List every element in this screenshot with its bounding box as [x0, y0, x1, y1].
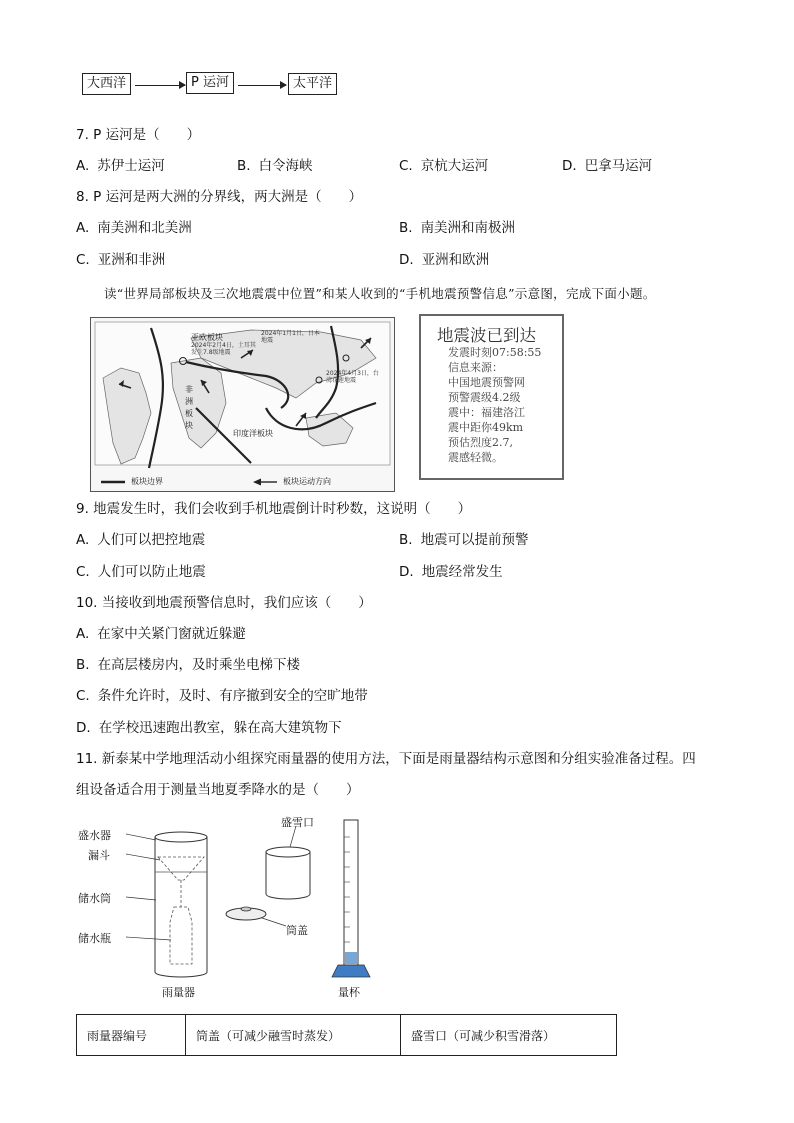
map-label-africa-3: 板 [185, 409, 193, 418]
phone-line-8: 震感轻微。 [448, 451, 503, 464]
flow-box-p-canal: P 运河 [186, 72, 234, 94]
q10-stem: 10. 当接收到地震预警信息时，我们应该（ ） [76, 595, 372, 611]
q9-option-a[interactable]: A. 人们可以把控地震 [76, 532, 206, 548]
legend-boundary-label: 板块边界 [131, 477, 163, 486]
q9-stem: 9. 地震发生时，我们会收到手机地震倒计时秒数，这说明（ ） [76, 501, 472, 517]
caption-gauge: 雨量器 [162, 986, 195, 999]
label-bottle: 储水瓶 [78, 932, 111, 945]
q8-option-a[interactable]: A. 南美洲和北美洲 [76, 220, 192, 236]
label-snow-mouth: 盛雪口 [281, 816, 314, 829]
table-cell-col3: 盛雪口（可减少积雪滑落） [401, 1015, 617, 1056]
phone-line-3: 中国地震预警网 [448, 376, 525, 389]
q10-option-a[interactable]: A. 在家中关紧门窗就近躲避 [76, 626, 246, 642]
q9-option-d[interactable]: D. 地震经常发生 [399, 564, 503, 580]
flow-box-pacific: 太平洋 [288, 73, 337, 95]
q7-option-c[interactable]: C. 京杭大运河 [399, 158, 489, 174]
legend-motion-label: 板块运动方向 [283, 477, 331, 486]
label-collector: 盛水器 [78, 829, 111, 842]
q7-stem: 7. P 运河是（ ） [76, 127, 201, 143]
map-note-2: 2024年1月1日，日本地震 [261, 330, 320, 344]
map-label-africa-1: 非 [185, 385, 193, 394]
table-cell-col1: 雨量器编号 [77, 1015, 186, 1056]
caption-cup: 量杯 [338, 986, 360, 999]
q11-stem-line-1: 11. 新泰某中学地理活动小组探究雨量器的使用方法，下面是雨量器结构示意图和分组实验准备过程。四 [76, 751, 696, 767]
phone-line-1: 发震时刻07:58:55 [448, 346, 542, 359]
table-row [77, 1015, 617, 1056]
q9-option-b[interactable]: B. 地震可以提前预警 [399, 532, 529, 548]
rain-gauge-drawing [76, 812, 396, 1002]
rain-gauge-figure [76, 812, 396, 1002]
map-label-africa-4: 块 [185, 421, 193, 430]
map-label-eurasia: 亚欧板块 [191, 333, 223, 342]
map-note-1: 2024年2月4日，土耳其发生7.8级地震 [191, 342, 256, 356]
q8-stem: 8. P 运河是两大洲的分界线，两大洲是（ ） [76, 189, 363, 205]
flow-box-atlantic: 大西洋 [82, 73, 131, 95]
q10-option-c[interactable]: C. 条件允许时，及时、有序撤到安全的空旷地带 [76, 688, 368, 704]
map-label-africa-2: 洲 [185, 397, 193, 406]
q9-option-c[interactable]: C. 人们可以防止地震 [76, 564, 206, 580]
q10-option-d[interactable]: D. 在学校迅速跑出教室，躲在高大建筑物下 [76, 720, 342, 736]
phone-line-5: 震中：福建洛江 [448, 406, 525, 419]
phone-line-2: 信息来源： [448, 361, 503, 374]
q7-option-d[interactable]: D. 巴拿马运河 [562, 158, 653, 174]
map-note-3: 2024年4月3日，台湾花莲地震 [326, 370, 379, 384]
phone-warning-title: 地震波已到达 [437, 326, 536, 345]
phone-line-6: 震中距你49km [448, 421, 524, 434]
q11-stem-line-2: 组设备适合用于测量当地夏季降水的是（ ） [76, 782, 360, 798]
q10-option-b[interactable]: B. 在高层楼房内，及时乘坐电梯下楼 [76, 657, 301, 673]
label-lid: 筒盖 [286, 924, 308, 937]
label-cylinder: 储水筒 [78, 892, 111, 905]
q8-option-b[interactable]: B. 南美洲和南极洲 [399, 220, 516, 236]
q7-option-a[interactable]: A. 苏伊士运河 [76, 158, 165, 174]
q7-option-b[interactable]: B. 白令海峡 [237, 158, 313, 174]
q8-option-c[interactable]: C. 亚洲和非洲 [76, 252, 166, 268]
plate-map [90, 317, 395, 492]
map-intro-text: 读“世界局部板块及三次地震震中位置”和某人收到的“手机地震预警信息”示意图，完成下面小题。 [104, 286, 656, 301]
q8-option-d[interactable]: D. 亚洲和欧洲 [399, 252, 490, 268]
phone-line-7: 预估烈度2.7, [448, 436, 513, 449]
phone-warning-card [419, 314, 564, 480]
map-label-indo: 印度洋板块 [233, 429, 273, 438]
table-cell-col2: 筒盖（可减少融雪时蒸发） [186, 1015, 401, 1056]
phone-line-4: 预警震级4.2级 [448, 391, 521, 404]
gauge-table [76, 1014, 617, 1056]
label-funnel: 漏斗 [88, 849, 110, 862]
flow-arrow-2 [238, 85, 286, 86]
flow-arrow-1 [135, 85, 185, 86]
